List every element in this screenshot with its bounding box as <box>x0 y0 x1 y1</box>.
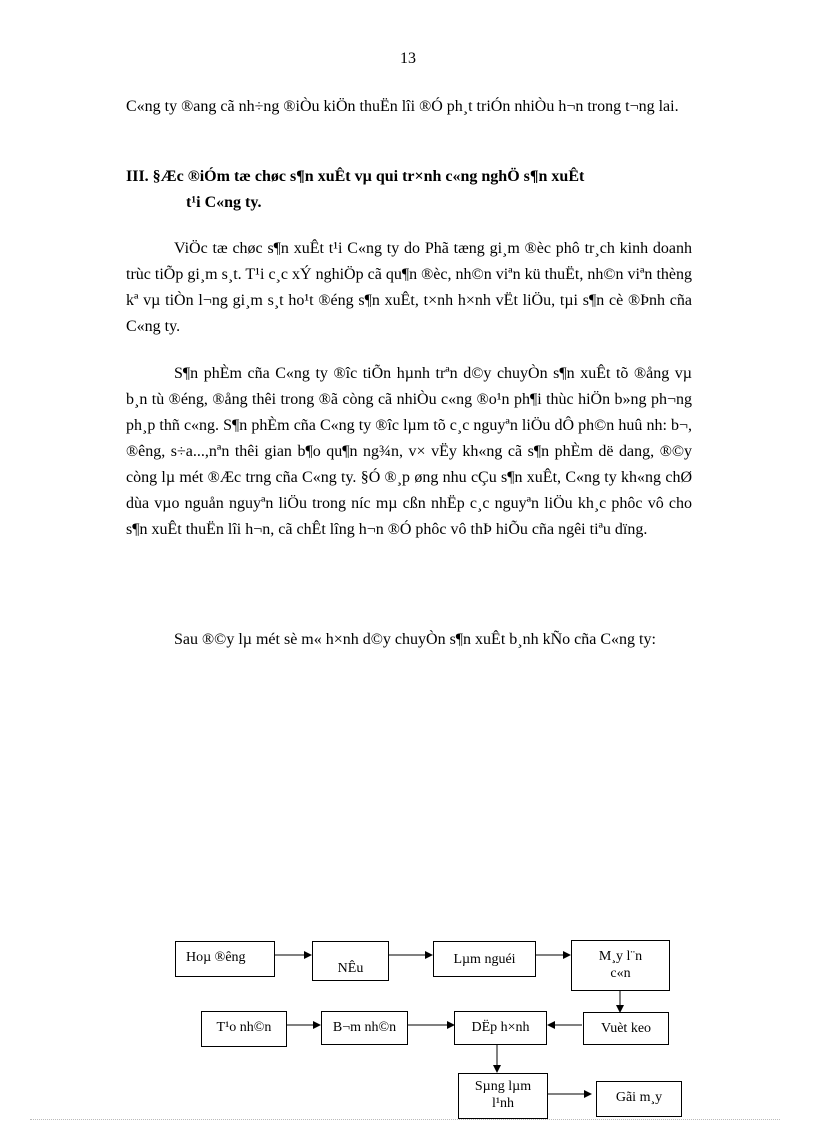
flow-box-lam-nguoi: Lµm nguéi <box>433 941 536 977</box>
paragraph-products: S¶n phÈm cña C«ng ty ®îc tiÕn hµnh trªn d©y chuyÒn s¶n xuÊt tõ ®ång vµ b¸n tù ®éng, ®ång thêi trong ®ã còng cã nhiÒu c«ng ®o¹n ph¶i thùc hiÖn b»ng ph¬ng ph¸p thñ c«ng. S¶n phÈm cña C«ng ty ®îc lµm tõ c¸c nguyªn liÖu dÔ ph©n huû nh: b¬, ®êng, s÷a...,nªn thêi gian b¶o qu¶n ng¾n, v× vËy kh«ng cã s¶n phÈm dë dang, ®©y còng lµ mét ®Æc trng cña C«ng ty. §Ó ®¸p øng nhu cÇu s¶n xuÊt, C«ng ty kh«ng chØ dùa vµo nguån nguyªn liÖu trong níc mµ cßn nhËp c¸c nguyªn liÖu kh¸c phôc vô cho s¶n xuÊt thuËn lîi h¬n, cã chÊt lîng h¬n ®Ó phôc vô thÞ hiÕu cña ngêi tiªu dïng. <box>126 365 692 538</box>
section-heading-line2: t¹i C«ng ty. <box>186 194 262 211</box>
flow-box-sang-lam-lanh: Sµng lµm l¹nh <box>458 1073 548 1119</box>
flow-box-bam-nhan: B¬m nh©n <box>321 1011 408 1045</box>
flow-box-nau: NÊu <box>312 941 389 981</box>
flow-box-vuot-keo: Vuèt keo <box>583 1012 669 1045</box>
flow-box-tao-nhan: T¹o nh©n <box>201 1011 287 1047</box>
page-bottom-dotted-line <box>30 1119 780 1120</box>
paragraph-models: Sau ®©y lµ mét sè m« h×nh d©y chuyÒn s¶n xuÊt b¸nh kÑo cña C«ng ty: <box>174 631 656 648</box>
flow-box-goi-may: Gãi m¸y <box>596 1081 682 1117</box>
paragraph-intro: C«ng ty ®ang cã nh÷ng ®iÒu kiÖn thuËn lîi ®Ó ph¸t triÓn nhiÒu h¬n trong t¬ng lai. <box>126 98 679 115</box>
flow-box-hoa-duong: Hoµ ®êng <box>175 941 275 977</box>
paragraph-organization: ViÖc tæ chøc s¶n xuÊt t¹i C«ng ty do Phã tæng gi¸m ®èc phô tr¸ch kinh doanh trùc tiÕp gi¸m s¸t. T¹i c¸c xÝ nghiÖp cã qu¶n ®èc, nh©n viªn kü thuËt, nh©n viªn thèng kª vµ tiÒn l¬ng gi¸m s¸t ho¹t ®éng s¶n xuÊt, t×nh h×nh vËt liÖu, tµi s¶n cè ®Þnh cña C«ng ty. <box>126 240 692 335</box>
flow-box-dap-hinh: DËp h×nh <box>454 1011 547 1045</box>
flow-box-may-lan-con: M¸y l¨n c«n <box>571 940 670 991</box>
section-heading-line1: III. §Æc ®iÓm tæ chøc s¶n xuÊt vµ qui tr×nh c«ng nghÖ s¶n xuÊt <box>126 168 585 185</box>
page-number: 13 <box>400 50 416 67</box>
